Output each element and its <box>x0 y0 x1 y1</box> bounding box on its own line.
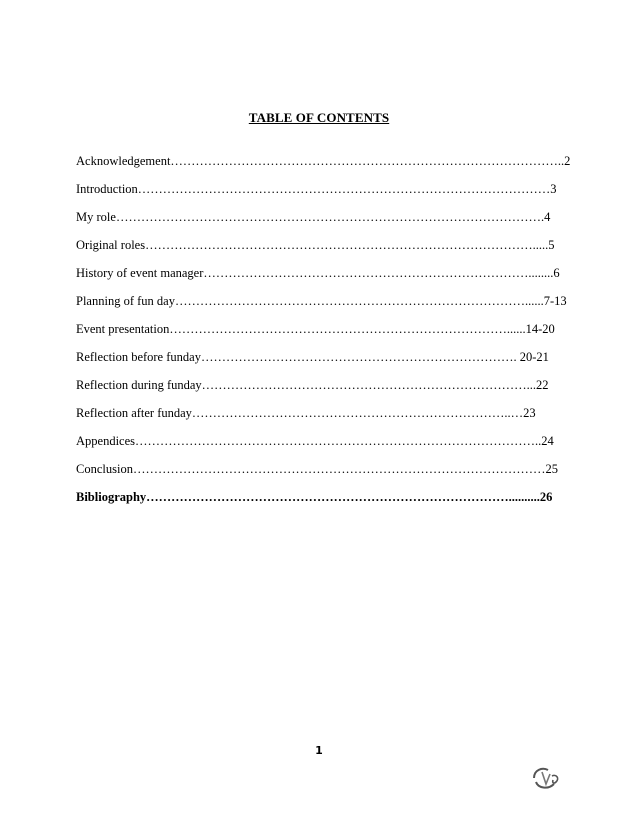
toc-entry-label: Planning of fun day <box>76 294 175 308</box>
toc-entry-leader-dots: …………………………………………………………………..… <box>191 406 524 420</box>
toc-entry-page-number: 4 <box>544 210 551 224</box>
toc-entry-page-number: 22 <box>536 378 549 392</box>
toc-entry-page-number: 23 <box>523 406 536 420</box>
toc-entry <box>76 458 576 486</box>
toc-entry-page-number: 14-20 <box>525 322 555 336</box>
toc-entry <box>76 318 576 346</box>
toc-entry-label: Introduction <box>76 182 138 196</box>
toc-entry <box>76 234 576 262</box>
toc-entry <box>76 150 576 178</box>
page-number: 1 <box>315 744 323 757</box>
toc-entry-leader-dots: …………………………………………………………………………………………. <box>115 210 545 224</box>
toc-entry-leader-dots: ……………………………………………………………………... <box>201 378 537 392</box>
toc-entry-page-number: 7-13 <box>543 294 567 308</box>
toc-entry-label: Acknowledgement <box>76 154 171 168</box>
circular-monogram-logo-icon <box>528 764 564 792</box>
toc-entry <box>76 430 576 458</box>
toc-title: TABLE OF CONTENTS <box>248 110 390 125</box>
toc-entry <box>76 346 576 374</box>
toc-entry-leader-dots: ………………………………………………………………………………….. <box>170 154 565 168</box>
toc-entry <box>76 206 576 234</box>
toc-entry-label: Conclusion <box>76 462 133 476</box>
toc-list <box>76 150 576 514</box>
toc-entry <box>76 290 576 318</box>
toc-entry-leader-dots: ……………………………………………………………………………………… <box>132 462 546 476</box>
toc-entry <box>76 402 576 430</box>
toc-entry-page-number: 25 <box>545 462 558 476</box>
toc-entry-page-number: 2 <box>564 154 571 168</box>
toc-entry-page-number: 3 <box>550 182 557 196</box>
toc-entry-page-number: 26 <box>539 490 553 504</box>
toc-entry-leader-dots: ………………………………………………………………………...... <box>169 322 526 336</box>
toc-entry-page-number: 5 <box>548 238 555 252</box>
toc-entry <box>76 262 576 290</box>
toc-entry-leader-dots: …………………………………………………………………………………….. <box>135 434 542 448</box>
toc-entry <box>76 374 576 402</box>
toc-entry-label: Reflection during funday <box>76 378 202 392</box>
toc-entry-leader-dots: …………………………………………………………………………………..... <box>145 238 549 252</box>
toc-entry-label: History of event manager <box>76 266 204 280</box>
toc-entry-label: Bibliography <box>76 490 147 504</box>
toc-entry-page-number: 6 <box>553 266 560 280</box>
toc-entry-leader-dots: …………………………………………………………………. <box>200 350 520 364</box>
toc-entry-label: Original roles <box>76 238 146 252</box>
toc-entry <box>76 486 576 514</box>
toc-entry-page-number: 24 <box>541 434 554 448</box>
toc-entry-label: Event presentation <box>76 322 170 336</box>
toc-entry <box>76 178 576 206</box>
toc-entry-page-number: 20-21 <box>519 350 549 364</box>
toc-entry-label: Reflection after funday <box>76 406 192 420</box>
toc-entry-leader-dots: ……………………………………………………………………........ <box>203 266 554 280</box>
toc-entry-leader-dots: …………………………………………………………………………….......... <box>146 490 540 504</box>
toc-entry-label: Appendices <box>76 434 136 448</box>
toc-entry-label: My role <box>76 210 116 224</box>
toc-entry-label: Reflection before funday <box>76 350 201 364</box>
toc-entry-leader-dots: ……………………………………………………………………………………… <box>137 182 551 196</box>
toc-entry-leader-dots: …………………………………………………………………………...... <box>174 294 544 308</box>
